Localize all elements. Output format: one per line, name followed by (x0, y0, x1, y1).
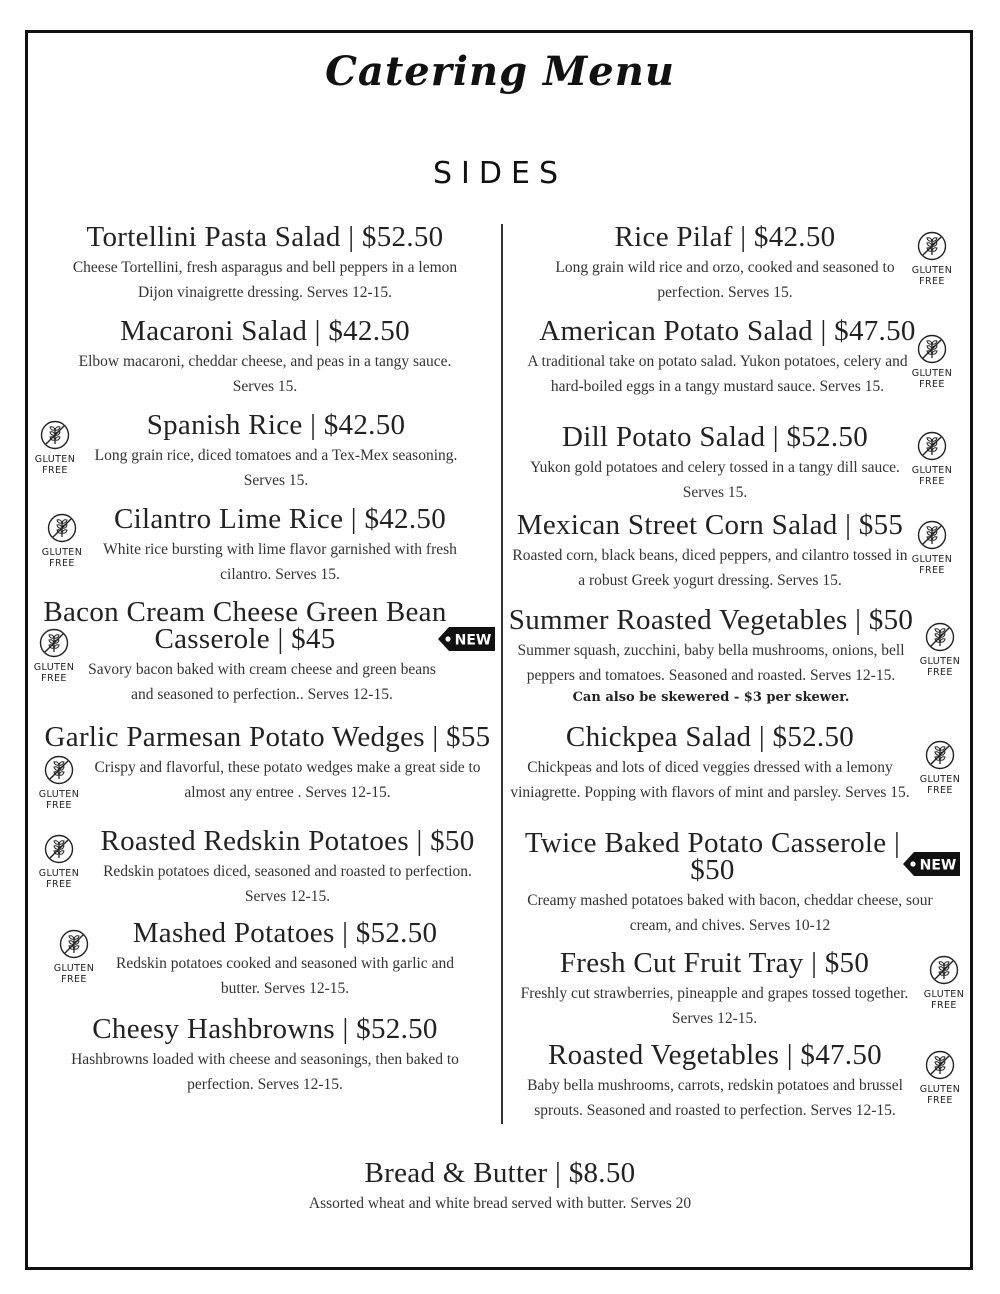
column-divider (501, 224, 503, 1124)
menu-item-cheesy-hashbrowns (50, 1013, 480, 1097)
item-name: Macaroni Salad | $42.50 (120, 315, 410, 347)
gluten-free-badge: GLUTEN FREE (36, 513, 88, 569)
gluten-free-badge: GLUTEN FREE (906, 231, 958, 287)
item-name: Roasted Redskin Potatoes | $50 (100, 825, 475, 857)
gluten-free-badge: GLUTEN FREE (906, 431, 958, 487)
menu-item-bacon-green-bean-casserole (40, 596, 450, 707)
menu-item-rice-pilaf (535, 221, 915, 305)
menu-item-bread-and-butter (200, 1157, 800, 1216)
menu-item-mexican-street-corn-salad (510, 509, 910, 593)
wheat-icon (59, 929, 89, 959)
gluten-free-badge: GLUTEN FREE (33, 834, 85, 890)
menu-item-garlic-parmesan-potato-wedges (40, 721, 495, 805)
item-name: Bread & Butter | $8.50 (364, 1157, 636, 1189)
wheat-icon (925, 740, 955, 770)
item-description: Long grain wild rice and orzo, cooked and seasoned to perfection. Serves 15. (555, 259, 895, 301)
item-name: Mashed Potatoes | $52.50 (132, 917, 438, 949)
item-description: Redskin potatoes diced, seasoned and roasted to perfection. Serves 12-15. (103, 863, 472, 905)
menu-item-cilantro-lime-rice (90, 503, 470, 587)
item-description: Cheese Tortellini, fresh asparagus and bell peppers in a lemon Dijon vinaigrette dressing. Serves 12-15. (72, 259, 458, 301)
item-name: Spanish Rice | $42.50 (146, 409, 406, 441)
wheat-icon (47, 513, 77, 543)
item-name: Twice Baked Potato Casserole | $50 (524, 827, 901, 886)
wheat-icon (44, 834, 74, 864)
wheat-icon (40, 420, 70, 450)
menu-item-fresh-cut-fruit-tray (507, 947, 922, 1031)
wheat-icon (929, 955, 959, 985)
item-name: Chickpea Salad | $52.50 (565, 721, 855, 753)
menu-title: Catering Menu (325, 48, 675, 95)
item-name: Cilantro Lime Rice | $42.50 (113, 503, 447, 535)
new-tag-icon (437, 626, 497, 652)
item-description: Chickpeas and lots of diced veggies dressed with a lemony viniagrette. Popping with flavors of mint and parsley. Serves 15. (510, 759, 910, 801)
item-description: Long grain rice, diced tomatoes and a Tex-Mex seasoning. Serves 15. (94, 447, 458, 489)
gluten-free-badge: GLUTEN FREE (906, 520, 958, 576)
item-description: Roasted corn, black beans, diced peppers, and cilantro tossed in a robust Greek yogurt dressing. Serves 15. (512, 547, 908, 589)
menu-item-mashed-potatoes (100, 917, 470, 1001)
item-note: Can also be skewered - $3 per skewer. (572, 690, 850, 705)
item-name: Roasted Vegetables | $47.50 (548, 1039, 882, 1071)
item-name: Fresh Cut Fruit Tray | $50 (559, 947, 870, 979)
menu-item-roasted-vegetables (515, 1039, 915, 1123)
menu-item-spanish-rice (86, 409, 466, 493)
item-name: Cheesy Hashbrowns | $52.50 (92, 1013, 438, 1045)
wheat-icon (917, 334, 947, 364)
wheat-icon (39, 628, 69, 658)
item-description: Savory bacon baked with cream cheese and green beans and seasoned to perfection.. Serves 12-15. (88, 661, 436, 703)
gluten-free-badge: GLUTEN FREE (48, 929, 100, 985)
new-tag-icon (902, 851, 962, 877)
item-description: Creamy mashed potatoes baked with bacon, cheddar cheese, sour cream, and chives. Serves 10-12 (527, 892, 933, 934)
item-name: Bacon Cream Cheese Green Bean Casserole | $45 (43, 596, 447, 655)
item-description: Freshly cut strawberries, pineapple and grapes tossed together. Serves 12-15. (520, 985, 909, 1027)
gluten-free-badge: GLUTEN FREE (914, 740, 966, 796)
gluten-free-badge: GLUTEN FREE (914, 622, 966, 678)
item-name: American Potato Salad | $47.50 (539, 315, 916, 347)
item-name: Rice Pilaf | $42.50 (614, 221, 836, 253)
item-name: Summer Roasted Vegetables | $50 (508, 604, 914, 636)
item-description: A traditional take on potato salad. Yukon potatoes, celery and hard-boiled eggs in a tangy mustard sauce. Serves 15. (527, 353, 908, 395)
item-description: Redskin potatoes cooked and seasoned with garlic and butter. Serves 12-15. (116, 955, 454, 997)
item-name: Garlic Parmesan Potato Wedges | $55 (44, 721, 491, 753)
gluten-free-badge: GLUTEN FREE (906, 334, 958, 390)
item-description: Crispy and flavorful, these potato wedges make a great side to almost any entree . Serves 12-15. (94, 759, 481, 801)
menu-item-tortellini-pasta-salad (50, 221, 480, 305)
item-description: Assorted wheat and white bread served with butter. Serves 20 (308, 1195, 692, 1212)
menu-item-twice-baked-potato-casserole (510, 827, 950, 938)
item-name: Dill Potato Salad | $52.50 (561, 421, 868, 453)
wheat-icon (925, 1050, 955, 1080)
new-tag-label: NEW (919, 857, 957, 874)
section-heading: SIDES (433, 156, 567, 191)
wheat-icon (44, 755, 74, 785)
item-description: Summer squash, zucchini, baby bella mushrooms, onions, bell peppers and tomatoes. Seasoned and roasted. Serves 12-15. (517, 642, 905, 684)
menu-item-american-potato-salad (520, 315, 935, 399)
gluten-free-badge: GLUTEN FREE (29, 420, 81, 476)
item-description: Baby bella mushrooms, carrots, redskin potatoes and brussel sprouts. Seasoned and roasted to perfection. Serves 12-15. (527, 1077, 903, 1119)
item-description: White rice bursting with lime flavor garnished with fresh cilantro. Serves 15. (103, 541, 457, 583)
item-description: Hashbrowns loaded with cheese and seasonings, then baked to perfection. Serves 12-15. (71, 1051, 459, 1093)
wheat-icon (917, 520, 947, 550)
gluten-free-badge: GLUTEN FREE (918, 955, 970, 1011)
menu-item-macaroni-salad (50, 315, 480, 399)
gluten-free-badge: GLUTEN FREE (28, 628, 80, 684)
menu-item-roasted-redskin-potatoes (90, 825, 485, 909)
item-name: Mexican Street Corn Salad | $55 (516, 509, 904, 541)
wheat-icon (917, 231, 947, 261)
wheat-icon (925, 622, 955, 652)
new-tag-label: NEW (454, 632, 492, 649)
item-name: Tortellini Pasta Salad | $52.50 (86, 221, 444, 253)
item-description: Yukon gold potatoes and celery tossed in a tangy dill sauce. Serves 15. (530, 459, 900, 501)
menu-item-dill-potato-salad (515, 421, 915, 505)
gluten-free-badge: GLUTEN FREE (914, 1050, 966, 1106)
menu-item-summer-roasted-vegetables (505, 604, 917, 708)
wheat-icon (917, 431, 947, 461)
menu-item-chickpea-salad (510, 721, 910, 805)
gluten-free-badge: GLUTEN FREE (33, 755, 85, 811)
item-description: Elbow macaroni, cheddar cheese, and peas in a tangy sauce. Serves 15. (78, 353, 452, 395)
